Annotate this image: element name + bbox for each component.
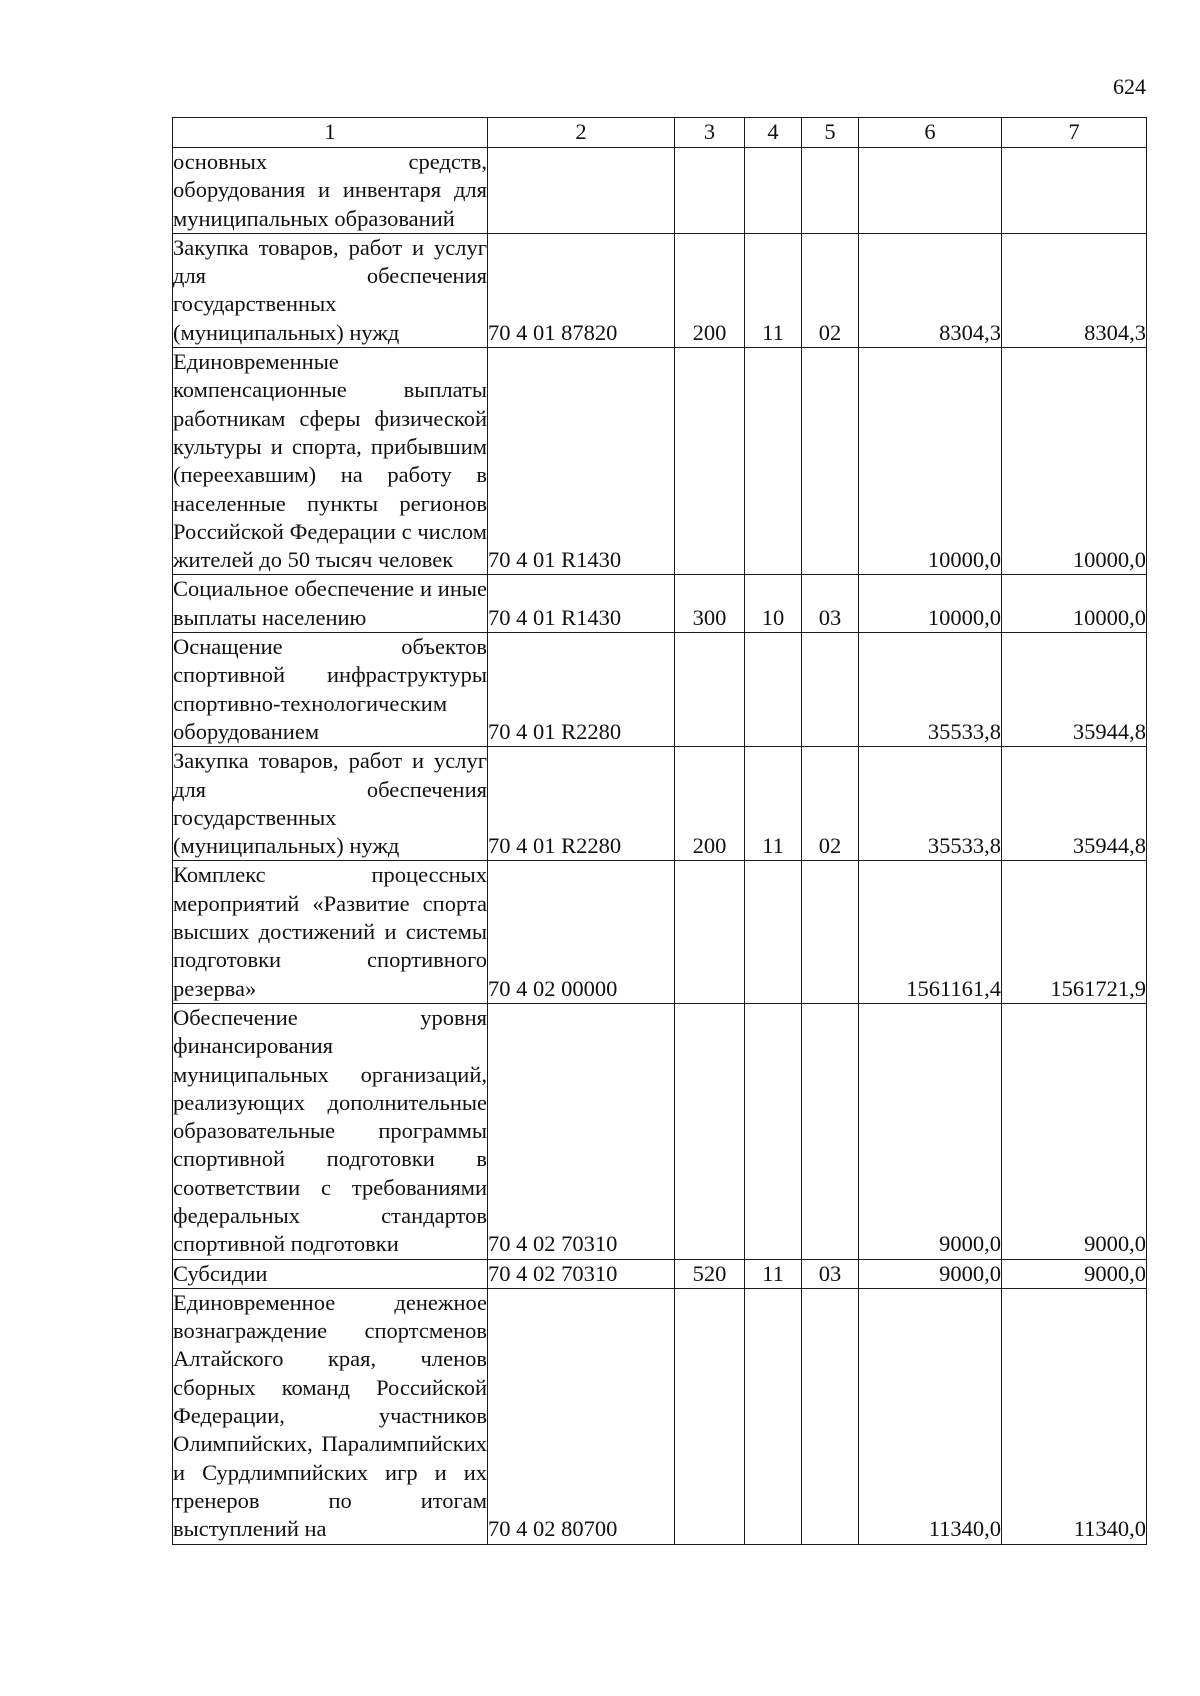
row-amount-1: 10000,0 bbox=[859, 348, 1002, 575]
row-amount-1: 11340,0 bbox=[859, 1288, 1002, 1544]
column-header: 4 bbox=[745, 118, 802, 148]
row-section: 11 bbox=[745, 233, 802, 347]
column-header: 5 bbox=[802, 118, 859, 148]
row-subsection: 03 bbox=[802, 1259, 859, 1288]
row-subsection bbox=[802, 348, 859, 575]
row-code: 70 4 02 70310 bbox=[488, 1003, 675, 1259]
row-name: Оснащение объектов спортивной инфраструктуры спортивно-технологическим оборудованием bbox=[173, 633, 488, 747]
table-row bbox=[173, 1288, 1147, 1544]
table-row bbox=[173, 1003, 1147, 1259]
row-section bbox=[745, 1003, 802, 1259]
row-section: 11 bbox=[745, 1259, 802, 1288]
row-amount-1: 8304,3 bbox=[859, 233, 1002, 347]
row-subsection bbox=[802, 148, 859, 234]
row-code: 70 4 02 70310 bbox=[488, 1259, 675, 1288]
row-code: 70 4 01 R1430 bbox=[488, 575, 675, 633]
row-type bbox=[675, 1003, 745, 1259]
table-row bbox=[173, 575, 1147, 633]
row-type: 200 bbox=[675, 233, 745, 347]
row-name: Закупка товаров, работ и услуг для обеспечения государственных (муниципальных) нужд bbox=[173, 747, 488, 861]
row-amount-2: 10000,0 bbox=[1002, 348, 1147, 575]
row-type: 300 bbox=[675, 575, 745, 633]
row-section bbox=[745, 348, 802, 575]
row-name: Комплекс процессных мероприятий «Развитие спорта высших достижений и системы подготовки спортивного резерва» bbox=[173, 861, 488, 1003]
table-row bbox=[173, 148, 1147, 234]
table-row bbox=[173, 747, 1147, 861]
row-type: 520 bbox=[675, 1259, 745, 1288]
row-type bbox=[675, 148, 745, 234]
row-subsection bbox=[802, 633, 859, 747]
row-code: 70 4 01 R2280 bbox=[488, 747, 675, 861]
row-amount-1: 10000,0 bbox=[859, 575, 1002, 633]
row-amount-2: 9000,0 bbox=[1002, 1003, 1147, 1259]
row-name: Единовременное денежное вознаграждение спортсменов Алтайского края, членов сборных команд Российской Федерации, участников Олимпийских, Паралимпийских и Сурдлимпийских игр и их тренеров по итогам выступлений на bbox=[173, 1288, 488, 1544]
page-number: 624 bbox=[1113, 74, 1146, 99]
row-amount-1: 1561161,4 bbox=[859, 861, 1002, 1003]
budget-table bbox=[172, 117, 1147, 1545]
row-amount-2: 10000,0 bbox=[1002, 575, 1147, 633]
row-name: Субсидии bbox=[173, 1259, 488, 1288]
column-header: 3 bbox=[675, 118, 745, 148]
row-code: 70 4 02 00000 bbox=[488, 861, 675, 1003]
row-name: Единовременные компенсационные выплаты работникам сферы физической культуры и спорта, прибывшим (переехавшим) на работу в населенные пункты регионов Российской Федерации с числом жителей до 50 тысяч человек bbox=[173, 348, 488, 575]
row-amount-1: 35533,8 bbox=[859, 747, 1002, 861]
row-type bbox=[675, 861, 745, 1003]
row-type bbox=[675, 633, 745, 747]
row-amount-2: 8304,3 bbox=[1002, 233, 1147, 347]
table-row bbox=[173, 861, 1147, 1003]
column-header: 1 bbox=[173, 118, 488, 148]
row-name: основных средств, оборудования и инвентаря для муниципальных образований bbox=[173, 148, 488, 234]
row-section bbox=[745, 633, 802, 747]
row-amount-2: 1561721,9 bbox=[1002, 861, 1147, 1003]
row-code: 70 4 01 R2280 bbox=[488, 633, 675, 747]
row-amount-1 bbox=[859, 148, 1002, 234]
table-header-row bbox=[173, 118, 1147, 148]
table-row bbox=[173, 348, 1147, 575]
row-code bbox=[488, 148, 675, 234]
row-name: Обеспечение уровня финансирования муниципальных организаций, реализующих дополнительные образовательные программы спортивной подготовки в соответствии с требованиями федеральных стандартов спортивной подготовки bbox=[173, 1003, 488, 1259]
column-header: 7 bbox=[1002, 118, 1147, 148]
row-name: Закупка товаров, работ и услуг для обеспечения государственных (муниципальных) нужд bbox=[173, 233, 488, 347]
row-amount-2: 35944,8 bbox=[1002, 747, 1147, 861]
table-row bbox=[173, 233, 1147, 347]
row-section bbox=[745, 1288, 802, 1544]
row-code: 70 4 02 80700 bbox=[488, 1288, 675, 1544]
row-name: Социальное обеспечение и иные выплаты населению bbox=[173, 575, 488, 633]
row-section bbox=[745, 148, 802, 234]
row-amount-2 bbox=[1002, 148, 1147, 234]
row-subsection: 02 bbox=[802, 233, 859, 347]
row-amount-2: 9000,0 bbox=[1002, 1259, 1147, 1288]
row-type bbox=[675, 348, 745, 575]
row-type bbox=[675, 1288, 745, 1544]
row-subsection bbox=[802, 861, 859, 1003]
row-amount-1: 35533,8 bbox=[859, 633, 1002, 747]
row-type: 200 bbox=[675, 747, 745, 861]
row-amount-2: 35944,8 bbox=[1002, 633, 1147, 747]
row-section: 10 bbox=[745, 575, 802, 633]
row-subsection: 03 bbox=[802, 575, 859, 633]
row-code: 70 4 01 87820 bbox=[488, 233, 675, 347]
row-amount-1: 9000,0 bbox=[859, 1259, 1002, 1288]
column-header: 2 bbox=[488, 118, 675, 148]
row-subsection bbox=[802, 1288, 859, 1544]
row-code: 70 4 01 R1430 bbox=[488, 348, 675, 575]
table-row bbox=[173, 633, 1147, 747]
row-section: 11 bbox=[745, 747, 802, 861]
row-subsection bbox=[802, 1003, 859, 1259]
row-amount-1: 9000,0 bbox=[859, 1003, 1002, 1259]
table-row bbox=[173, 1259, 1147, 1288]
column-header: 6 bbox=[859, 118, 1002, 148]
row-subsection: 02 bbox=[802, 747, 859, 861]
row-amount-2: 11340,0 bbox=[1002, 1288, 1147, 1544]
row-section bbox=[745, 861, 802, 1003]
